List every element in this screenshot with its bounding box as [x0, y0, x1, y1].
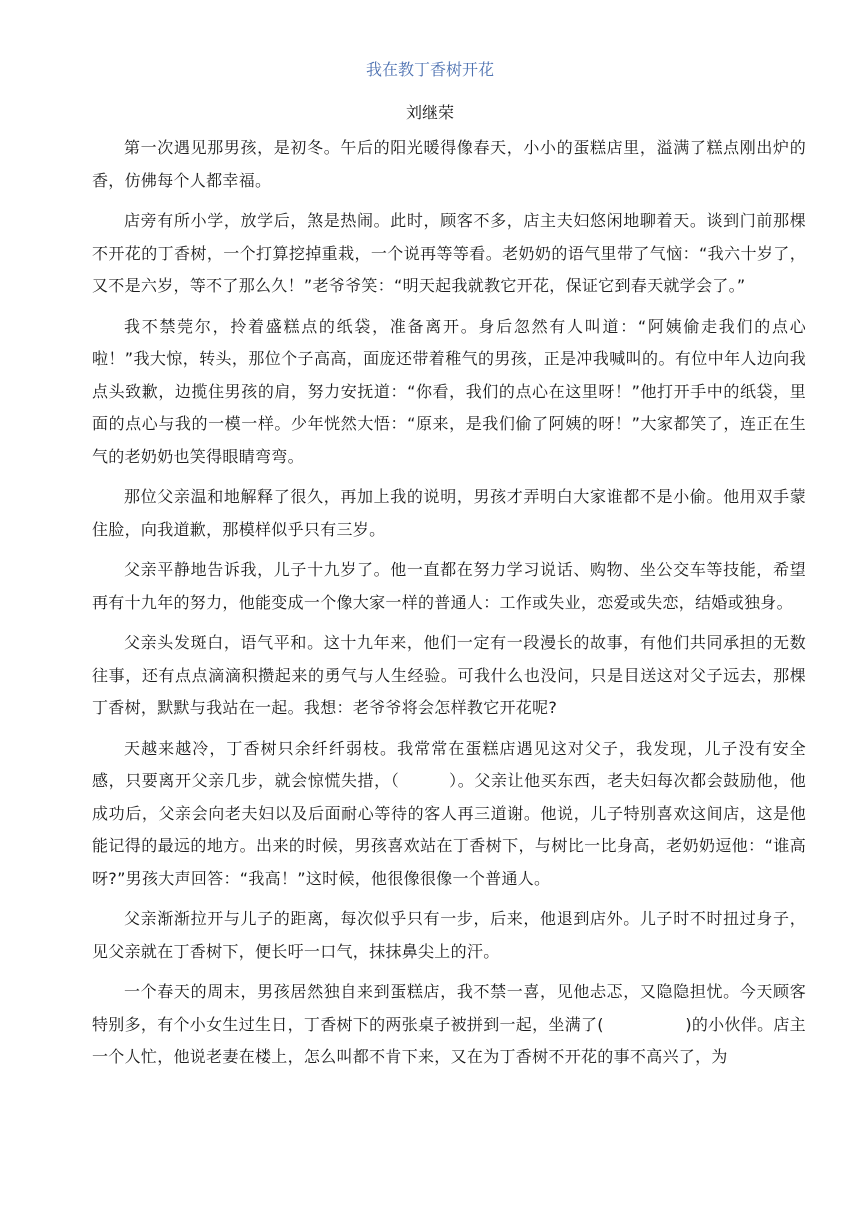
paragraph: 父亲平静地告诉我，儿子十九岁了。他一直都在努力学习说话、购物、坐公交车等技能，希望再有十九年的努力，他能变成一个像大家一样的普通人：工作或失业，恋爱或失恋，结婚或独身。 — [92, 560, 806, 612]
paragraph: 一个春天的周末，男孩居然独自来到蛋糕店，我不禁一喜，见他忐忑，又隐隐担忧。今天顾客特别多，有个小女生过生日，丁香树下的两张桌子被拼到一起，坐满了( )的小伙伴。店主一个人忙，他说老妻在楼上，怎么叫都不肯下来，又在为丁香树不开花的事不高兴了，为 — [92, 982, 806, 1066]
document-author: 刘继荣 — [405, 103, 454, 122]
document-title: 我在教丁香树开花 — [365, 60, 494, 79]
document-body — [92, 132, 806, 1082]
paragraph: 父亲渐渐拉开与儿子的距离，每次似乎只有一步，后来，他退到店外。儿子时不时扭过身子，见父亲就在丁香树下，便长吁一口气，抹抹鼻尖上的汗。 — [92, 909, 806, 961]
paragraph: 父亲头发斑白，语气平和。这十九年来，他们一定有一段漫长的故事，有他们共同承担的无数往事，还有点点滴滴积攒起来的勇气与人生经验。可我什么也没问，只是目送这对父子远去，那棵丁香树，默默与我站在一起。我想：老爷爷将会怎样教它开花呢? — [92, 633, 806, 717]
paragraph: 那位父亲温和地解释了很久，再加上我的说明，男孩才弄明白大家谁都不是小偷。他用双手蒙住脸，向我道歉，那模样似乎只有三岁。 — [92, 487, 806, 539]
paragraph: 店旁有所小学，放学后，煞是热闹。此时，顾客不多，店主夫妇悠闲地聊着天。谈到门前那棵不开花的丁香树，一个打算挖掉重栽，一个说再等等看。老奶奶的语气里带了气恼：“我六十岁了，又不是六岁，等不了那么久！”老爷爷笑：“明天起我就教它开花，保证它到春天就学会了。” — [92, 211, 806, 295]
paragraph: 我不禁莞尔，拎着盛糕点的纸袋，准备离开。身后忽然有人叫道：“阿姨偷走我们的点心啦！”我大惊，转头，那位个子高高，面庞还带着稚气的男孩，正是冲我喊叫的。有位中年人边向我点头致歉，边揽住男孩的肩，努力安抚道：“你看，我们的点心在这里呀！”他打开手中的纸袋，里面的点心与我的一模一样。少年恍然大悟：“原来，是我们偷了阿姨的呀！”大家都笑了，连正在生气的老奶奶也笑得眼睛弯弯。 — [92, 316, 806, 466]
paragraph: 第一次遇见那男孩，是初冬。午后的阳光暖得像春天，小小的蛋糕店里，溢满了糕点刚出炉的香，仿佛每个人都幸福。 — [92, 138, 806, 190]
paragraph: 天越来越冷，丁香树只余纤纤弱枝。我常常在蛋糕店遇见这对父子，我发现，儿子没有安全感，只要离开父亲几步，就会惊慌失措，（ ）。父亲让他买东西，老夫妇每次都会鼓励他，他成功后，父亲会向老夫妇以及后面耐心等待的客人再三道谢。他说，儿子特别喜欢这间店，这是他能记得的最远的地方。出来的时候，男孩喜欢站在丁香树下，与树比一比身高，老奶奶逗他：“谁高呀?”男孩大声回答：“我高！”这时候，他很像很像一个普通人。 — [92, 738, 806, 888]
